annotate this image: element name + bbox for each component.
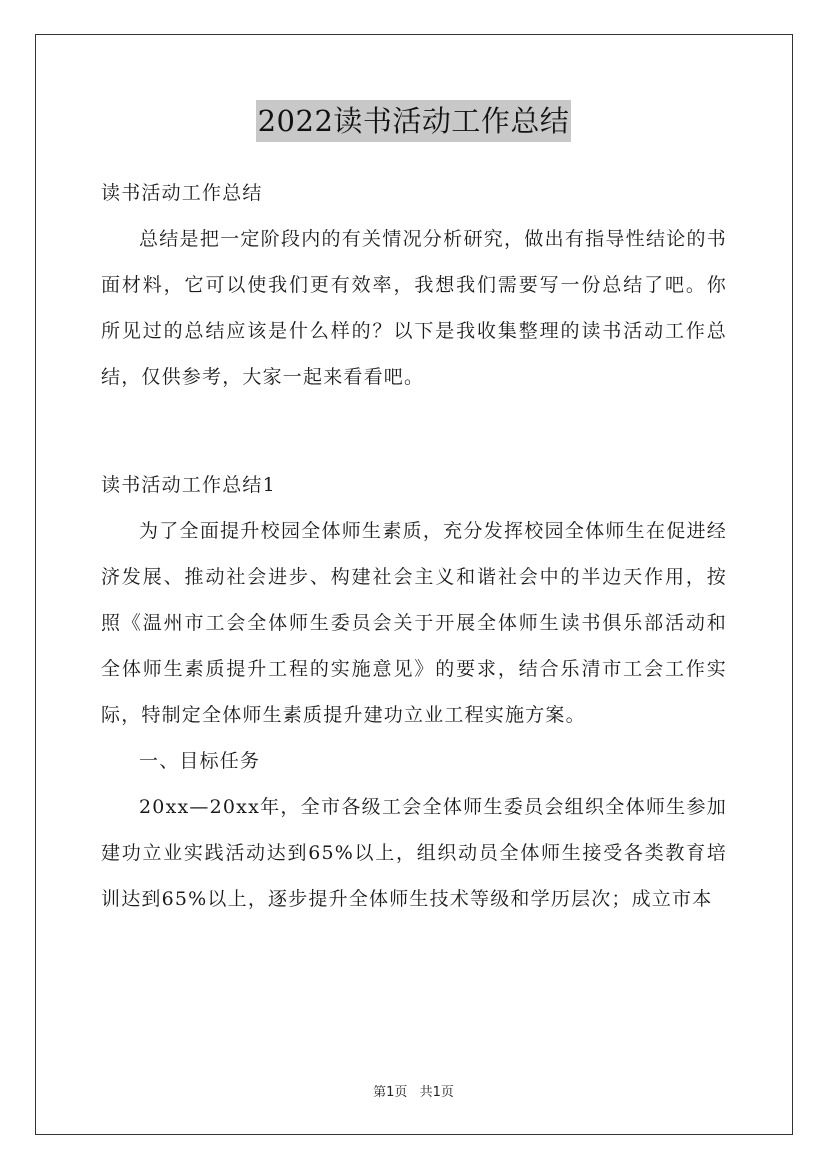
page-footer	[0, 1081, 827, 1100]
document-title: 2022读书活动工作总结	[256, 100, 572, 142]
page-number-total: 共1页	[419, 1085, 454, 1100]
section-heading-1: 读书活动工作总结1	[101, 474, 276, 496]
intro-heading: 读书活动工作总结	[101, 182, 263, 204]
intro-paragraph: 总结是把一定阶段内的有关情况分析研究，做出有指导性结论的书面材料，它可以使我们更有效率，我想我们需要写一份总结了吧。你所见过的总结应该是什么样的？以下是我收集整理的读书活动工作总结，仅供参考，大家一起来看看吧。	[101, 228, 727, 388]
document-body	[101, 170, 727, 922]
section-spacer	[101, 400, 727, 462]
subheading-goals: 一、目标任务	[139, 750, 261, 772]
title-container	[0, 100, 827, 142]
section-1-paragraph: 为了全面提升校园全体师生素质，充分发挥校园全体师生在促进经济发展、推动社会进步、构建社会主义和谐社会中的半边天作用，按照《温州市工会全体师生委员会关于开展全体师生读书俱乐部活动和全体师生素质提升工程的实施意见》的要求，结合乐清市工会工作实际，特制定全体师生素质提升建功立业工程实施方案。	[101, 520, 727, 726]
goals-paragraph: 20xx—20xx年，全市各级工会全体师生委员会组织全体师生参加建功立业实践活动达到65%以上，组织动员全体师生接受各类教育培训达到65%以上，逐步提升全体师生技术等级和学历层次；成立市本	[101, 796, 727, 910]
page-number-current: 第1页	[373, 1085, 408, 1100]
